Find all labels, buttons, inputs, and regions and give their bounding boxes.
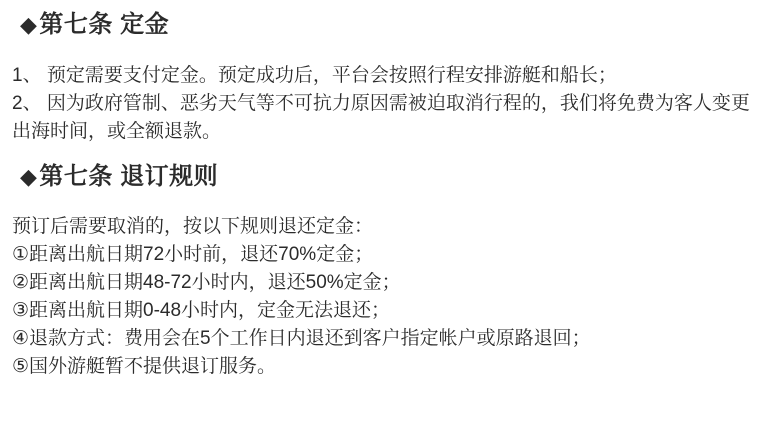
section-refund-title-text: 第七条 退订规则 <box>39 163 219 190</box>
section-refund <box>12 162 758 381</box>
refund-rule-4: ④退款方式：费用会在5个工作日内退还到客户指定帐户或原路退回； <box>12 328 591 349</box>
diamond-bullet-icon: ◆ <box>20 12 38 37</box>
section-deposit <box>12 10 758 146</box>
refund-rule-5: ⑤国外游艇暂不提供退订服务。 <box>12 356 277 377</box>
refund-rules-intro: 预订后需要取消的，按以下规则退还定金： <box>12 216 374 237</box>
refund-rule-2: ②距离出航日期48-72小时内，退还50%定金； <box>12 272 401 293</box>
refund-rules-list <box>12 213 758 381</box>
deposit-rules <box>12 62 758 146</box>
refund-rule-3: ③距离出航日期0-48小时内，定金无法退还； <box>12 300 391 321</box>
diamond-bullet-icon: ◆ <box>20 164 38 189</box>
section-refund-title <box>20 162 758 192</box>
section-deposit-title <box>20 10 758 40</box>
deposit-rule-2: 2、 因为政府管制、恶劣天气等不可抗力原因需被迫取消行程的，我们将免费为客人变更出海时间，或全额退款。 <box>12 93 750 142</box>
section-deposit-title-text: 第七条 定金 <box>39 11 170 38</box>
refund-rule-1: ①距离出航日期72小时前，退还70%定金； <box>12 244 374 265</box>
deposit-rule-1: 1、 预定需要支付定金。预定成功后，平台会按照行程安排游艇和船长； <box>12 65 617 86</box>
